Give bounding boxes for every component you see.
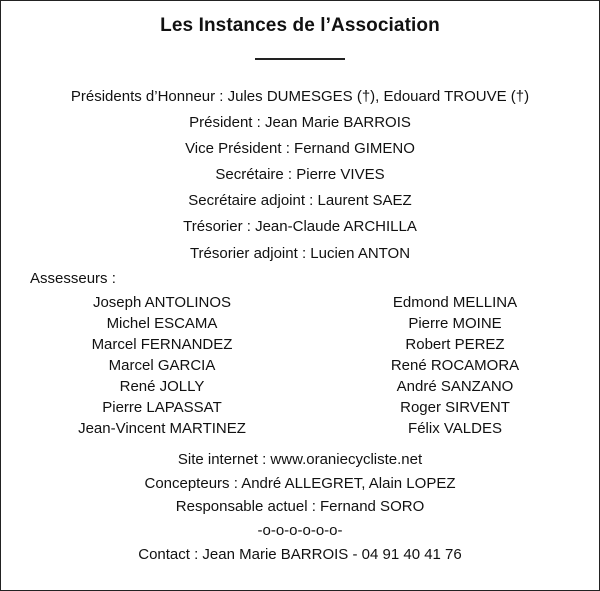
page-title: Les Instances de l’Association bbox=[160, 15, 440, 36]
designers-line: Concepteurs : André ALLEGRET, Alain LOPEZ bbox=[144, 475, 456, 492]
treasurer: Trésorier : Jean-Claude ARCHILLA bbox=[183, 218, 417, 235]
assesseur-name: René JOLLY bbox=[119, 378, 205, 395]
assesseur-name: Pierre MOINE bbox=[408, 315, 502, 332]
assesseur-name: Jean-Vincent MARTINEZ bbox=[78, 420, 246, 437]
assesseur-name: Marcel GARCIA bbox=[108, 357, 216, 374]
assesseur-name: Michel ESCAMA bbox=[106, 315, 218, 332]
assesseur-name: René ROCAMORA bbox=[390, 357, 520, 374]
assesseur-name: Pierre LAPASSAT bbox=[102, 399, 222, 416]
assesseur-name: Edmond MELLINA bbox=[392, 294, 518, 311]
assesseur-name: Robert PEREZ bbox=[405, 336, 505, 353]
manager-line: Responsable actuel : Fernand SORO bbox=[175, 498, 425, 515]
website-line: Site internet : www.oraniecycliste.net bbox=[177, 451, 423, 468]
vice-president: Vice Président : Fernand GIMENO bbox=[185, 140, 415, 157]
assesseurs-left-column bbox=[32, 294, 292, 441]
assesseurs-right-column bbox=[325, 294, 585, 441]
title-underline bbox=[255, 58, 345, 60]
assesseur-name: André SANZANO bbox=[396, 378, 514, 395]
assistant-secretary: Secrétaire adjoint : Laurent SAEZ bbox=[188, 192, 412, 209]
assesseur-name: Roger SIRVENT bbox=[400, 399, 510, 416]
assistant-treasurer: Trésorier adjoint : Lucien ANTON bbox=[189, 245, 411, 262]
secretary: Secrétaire : Pierre VIVES bbox=[215, 166, 385, 183]
separator: -o-o-o-o-o-o- bbox=[257, 522, 343, 539]
president: Président : Jean Marie BARROIS bbox=[189, 114, 411, 131]
assesseurs-label: Assesseurs : bbox=[30, 270, 116, 287]
assesseur-name: Joseph ANTOLINOS bbox=[92, 294, 232, 311]
contact-line: Contact : Jean Marie BARROIS - 04 91 40 41 76 bbox=[138, 546, 462, 563]
honorary-presidents: Présidents d’Honneur : Jules DUMESGES (†), Edouard TROUVE (†) bbox=[70, 88, 530, 105]
assesseur-name: Marcel FERNANDEZ bbox=[91, 336, 233, 353]
assesseur-name: Félix VALDES bbox=[408, 420, 502, 437]
